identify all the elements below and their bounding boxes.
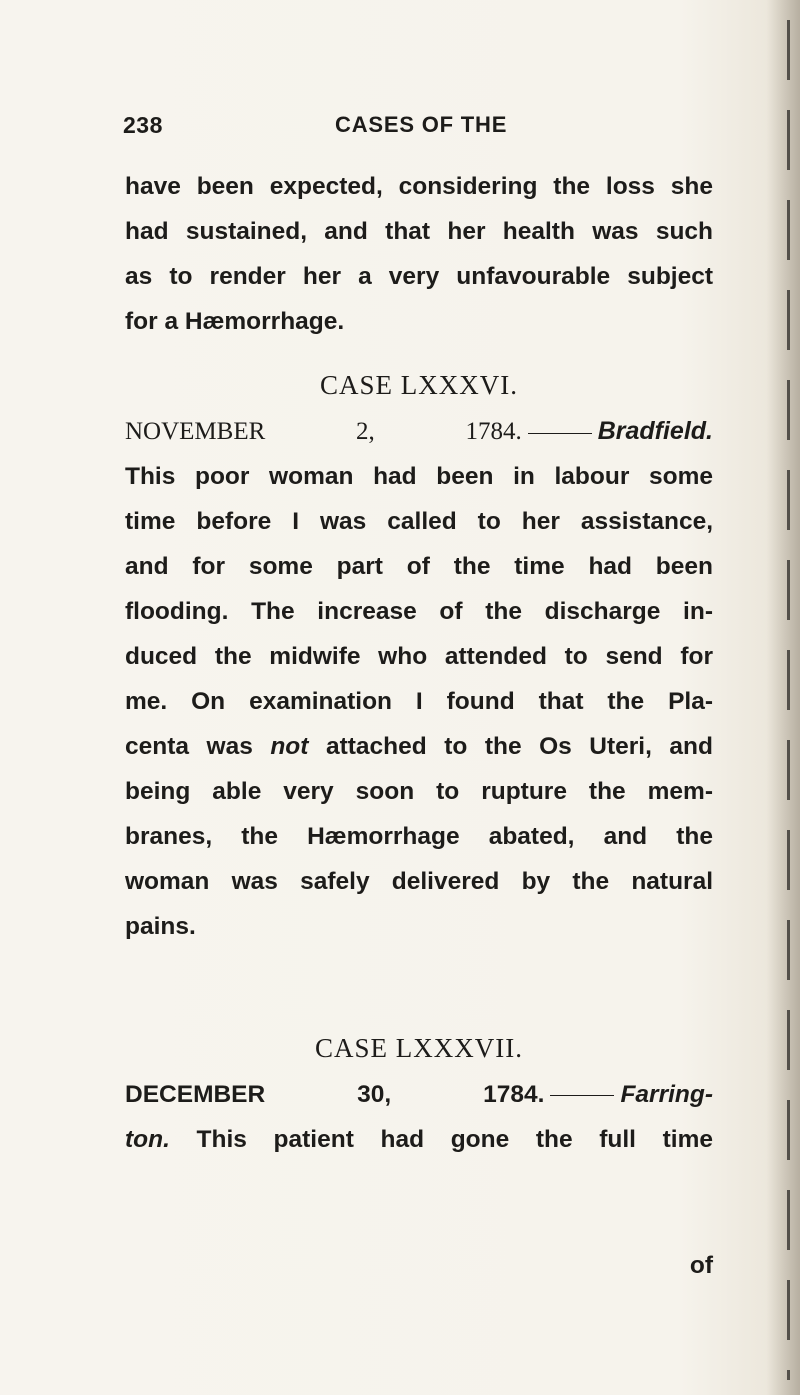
case-paragraph bbox=[125, 1072, 713, 1162]
text-line: duced the midwife who attended to send for bbox=[125, 643, 713, 670]
text-line: This poor woman had been in labour some bbox=[125, 463, 713, 490]
page-number: 238 bbox=[123, 112, 163, 138]
text-line: as to render her a very unfavourable subject bbox=[125, 263, 713, 290]
text-fragment: centa was bbox=[125, 733, 271, 760]
text-line: have been expected, considering the loss she bbox=[125, 173, 713, 200]
binding-edge bbox=[787, 20, 790, 1380]
running-head: CASES OF THE bbox=[335, 112, 508, 137]
text-line: being able very soon to rupture the mem- bbox=[125, 778, 713, 805]
text-line: woman was safely delivered by the natural bbox=[125, 868, 713, 895]
case-dateline bbox=[125, 409, 713, 454]
catchword: of bbox=[689, 1252, 713, 1279]
text-line: for a Hæmorrhage. bbox=[125, 308, 345, 335]
case-heading: CASE LXXXVII. bbox=[315, 1033, 523, 1063]
text-line: time before I was called to her assistance, bbox=[125, 508, 713, 535]
text-fragment: attached to the Os Uteri, and bbox=[308, 733, 713, 760]
text-line: branes, the Hæmorrhage abated, and the bbox=[125, 823, 713, 850]
case-date: DECEMBER 30, 1784. bbox=[125, 1081, 545, 1108]
case-heading: CASE LXXXVI. bbox=[320, 370, 518, 400]
text-line bbox=[125, 724, 713, 769]
paragraph-continuation bbox=[125, 164, 713, 344]
case-place: Farring- bbox=[620, 1081, 713, 1108]
page-edge-shadow bbox=[766, 0, 800, 1395]
emphasis-word: not bbox=[270, 733, 309, 760]
text-line bbox=[125, 1117, 713, 1162]
case-date: NOVEMBER 2, 1784. bbox=[125, 418, 522, 445]
text-line: had sustained, and that her health was such bbox=[125, 218, 713, 245]
text-line: flooding. The increase of the discharge in- bbox=[125, 598, 713, 625]
dash-rule bbox=[550, 1095, 614, 1096]
text-fragment: This patient had gone the full time bbox=[169, 1126, 713, 1153]
text-line: pains. bbox=[125, 913, 196, 940]
case-paragraph bbox=[125, 409, 713, 949]
case-place: Bradfield. bbox=[597, 417, 713, 445]
text-line: me. On examination I found that the Pla- bbox=[125, 688, 713, 715]
page-header bbox=[123, 112, 713, 152]
dash-rule bbox=[528, 433, 592, 434]
text-line: and for some part of the time had been bbox=[125, 553, 713, 580]
case-dateline bbox=[125, 1072, 713, 1117]
case-place-continued: ton. bbox=[125, 1126, 170, 1153]
